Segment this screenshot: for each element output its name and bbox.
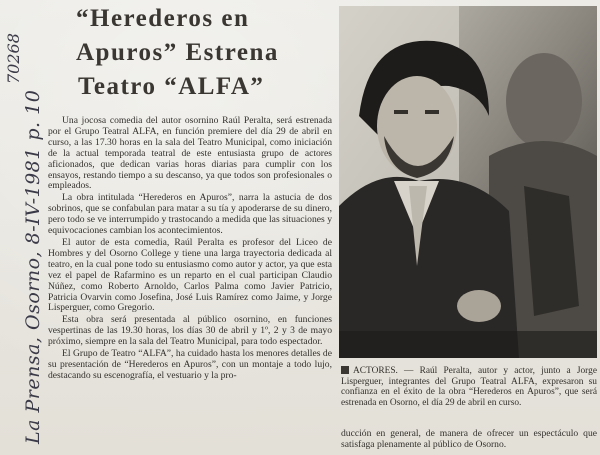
article-paragraph: La obra intitulada “Herederos en Apuros”, narra la astucia de dos sobrinos, que se confabulan para matar a su tía y apoderarse de su dinero, pero todo se ve interrumpido y trastocando a medida que las situaciones y equivocaciones cambian los acontecimientos.	[48, 192, 332, 237]
article-headline	[48, 2, 334, 104]
headline-line-3: Teatro “ALFA”	[78, 73, 265, 100]
headline-line-1: “Herederos en	[76, 5, 250, 32]
actors-photo	[339, 6, 597, 358]
article-paragraph: Una jocosa comedia del autor osornino Raúl Peralta, será estrenada por el Grupo Teatral ALFA, en función premiere del día 29 de abril en curso, a las 17.30 horas en la sala del Teatro Municipal, como iniciación de la actual temporada teatral de este entusiasta grupo de actores aficionados, que dedican varias horas diarias para cumplir con los ensayos, restando tiempo a su descanso, ya que todos son profesionales o empleados.	[48, 115, 332, 192]
article-continuation: ducción en general, de manera de ofrecer un espectáculo que satisfaga plenamente al público de Osorno.	[341, 428, 597, 450]
article-body	[48, 116, 332, 383]
photo-caption	[341, 366, 597, 408]
headline-line-2: Apuros” Estrena	[76, 39, 279, 66]
article-paragraph: El Grupo de Teatro “ALFA”, ha cuidado hasta los menores detalles de su presentación de “Herederos en Apuros”, con un montaje a todo lujo, destacando su escenografía, el vestuario y la pro-	[48, 348, 332, 381]
handwritten-reference-number: 70268	[4, 33, 23, 84]
caption-square-bullet-icon	[341, 366, 349, 374]
handwritten-source-note: La Prensa, Osorno, 8-IV-1981 p. 10	[22, 89, 44, 444]
caption-text: ACTORES. — Raúl Peralta, autor y actor, junto a Jorge Lisperguer, integrantes del Grupo Teatral ALFA, expresaron su confianza en el éxito de la obra “Herederos en Apuros”, que será estrenada en Osorno, el día 29 de abril en curso.	[341, 366, 597, 408]
article-paragraph: El autor de esta comedia, Raúl Peralta es profesor del Liceo de Hombres y del Osorno College y tiene una larga trayectoria dedicada al teatro, en la cual pone todo su entusiasmo como autor y actor, ya que esta vez el papel de Rafarmino es un reparto en el cual participan Claudio Núñez, como Roberto Arnoldo, Carlos Palma como Javier Patricio, Patricia Ovarvin como Josefina, José Luis Ramírez como Jaime, y Jorge Lisperguer, como Gregorio.	[48, 236, 332, 314]
article-paragraph: Esta obra será presentada al público osornino, en funciones vespertinas de las 19.30 horas, los días 30 de abril y 1º, 2 y 3 de mayo próximo, siempre en la sala del Teatro Municipal, para todo espectador.	[48, 314, 332, 348]
